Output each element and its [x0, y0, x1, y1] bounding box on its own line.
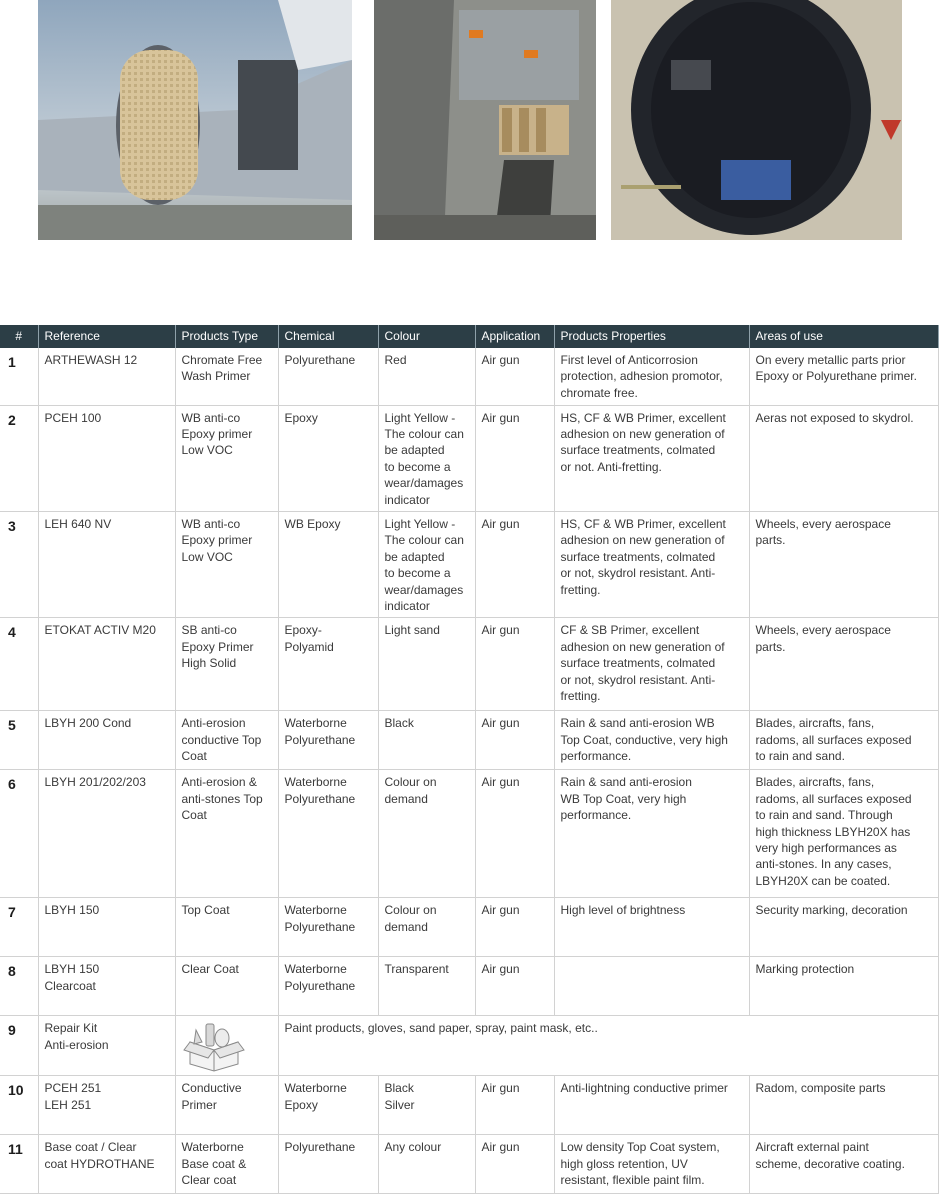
table-row — [0, 511, 938, 617]
reference-cell-line: ETOKAT ACTIV M20 — [44, 623, 156, 638]
properties-cell-line: First level of Anticorrosion — [560, 353, 698, 367]
areas-cell-line: radoms, all surfaces exposed — [755, 732, 912, 747]
colour-cell — [378, 405, 475, 511]
reference-cell — [38, 711, 175, 770]
row-number: 10 — [0, 1076, 38, 1135]
chemical-cell-line: Polyurethane — [284, 978, 356, 993]
column-header-products-type: Products Type — [175, 325, 278, 348]
colour-cell-line: Light Yellow - — [384, 516, 456, 531]
areas-cell-line: Wheels, every aerospace — [755, 623, 891, 638]
properties-cell — [554, 1135, 749, 1194]
colour-cell-line: wear/damages — [384, 476, 464, 491]
properties-cell-line: or not, skydrol resistant. Anti- — [560, 566, 716, 581]
products-type-cell-line: Epoxy primer — [181, 533, 253, 548]
properties-cell-line: fretting. — [560, 582, 601, 597]
properties-cell-line: Low density Top Coat system, — [560, 1140, 720, 1155]
application-cell: Air gun — [475, 898, 554, 957]
colour-cell-line: Red — [384, 353, 407, 367]
products-type-cell — [175, 957, 278, 1016]
application-cell: Air gun — [475, 1076, 554, 1135]
reference-cell-line: PCEH 100 — [44, 410, 102, 425]
products-type-cell — [175, 348, 278, 405]
properties-cell — [554, 348, 749, 405]
products-type-cell-line: WB anti-co — [181, 516, 241, 531]
products-type-cell-line: High Solid — [181, 656, 237, 671]
application-cell: Air gun — [475, 1135, 554, 1194]
row-number: 11 — [0, 1135, 38, 1194]
reference-cell-line: Clearcoat — [44, 978, 96, 993]
areas-cell — [749, 511, 938, 617]
row-number: 7 — [0, 898, 38, 957]
products-type-cell-line: WB anti-co — [181, 410, 241, 425]
table-row — [0, 1076, 938, 1135]
reference-cell-line: LBYH 201/202/203 — [44, 775, 146, 790]
products-type-cell-line: Epoxy primer — [181, 426, 253, 441]
properties-cell — [554, 711, 749, 770]
areas-cell — [749, 618, 938, 711]
column-header-areas-of-use: Areas of use — [749, 325, 938, 348]
colour-cell-line: Silver — [384, 1097, 415, 1112]
colour-cell-line: demand — [384, 791, 428, 806]
chemical-cell — [278, 405, 378, 511]
column-header-chemical: Chemical — [278, 325, 378, 348]
products-type-cell-line: Clear Coat — [181, 962, 239, 977]
colour-cell-line: The colour can — [384, 533, 464, 548]
colour-cell-line: indicator — [384, 492, 430, 507]
areas-cell-line: Wheels, every aerospace — [755, 516, 891, 531]
chemical-cell-line: Polyamid — [284, 639, 334, 654]
colour-cell-line: The colour can — [384, 426, 464, 441]
colour-cell-line: to become a — [384, 459, 451, 474]
chemical-cell-line: Polyurethane — [284, 919, 356, 934]
table-row — [0, 348, 938, 405]
chemical-cell — [278, 1135, 378, 1194]
colour-cell — [378, 511, 475, 617]
areas-cell-line: Marking protection — [755, 962, 855, 977]
row-number: 2 — [0, 405, 38, 511]
aircraft-nose-radar-photo — [38, 0, 352, 240]
products-type-cell-line: Low VOC — [181, 549, 233, 564]
properties-cell-line: performance. — [560, 749, 632, 764]
chemical-cell-line: Polyurethane — [284, 353, 356, 367]
areas-cell-line: to rain and sand. — [755, 749, 845, 764]
properties-cell-line: or not, skydrol resistant. Anti- — [560, 672, 716, 687]
table-row — [0, 405, 938, 511]
products-type-cell-line: conductive Top — [181, 732, 262, 747]
reference-cell — [38, 1076, 175, 1135]
reference-cell-line: LBYH 150 — [44, 962, 100, 977]
application-cell: Air gun — [475, 348, 554, 405]
products-type-cell-line: Base coat & — [181, 1156, 247, 1171]
areas-cell — [749, 348, 938, 405]
chemical-cell — [278, 1076, 378, 1135]
products-type-cell-line: Primer — [181, 1097, 217, 1112]
application-cell: Air gun — [475, 405, 554, 511]
products-type-cell-line: Anti-erosion — [181, 716, 246, 731]
areas-cell-line: high thickness LBYH20X has — [755, 824, 911, 839]
properties-cell-line: chromate free. — [560, 385, 638, 400]
chemical-cell-line: WB Epoxy — [284, 516, 341, 531]
row-number: 3 — [0, 511, 38, 617]
colour-cell-line: Colour on — [384, 775, 437, 790]
application-cell: Air gun — [475, 618, 554, 711]
products-type-cell-line: Chromate Free — [181, 353, 263, 367]
table-row — [0, 770, 938, 898]
repair-kit-contents: Paint products, gloves, sand paper, spray, paint mask, etc.. — [278, 1016, 938, 1076]
properties-cell — [554, 957, 749, 1016]
table-row — [0, 618, 938, 711]
areas-cell-line: scheme, decorative coating. — [755, 1156, 905, 1171]
products-type-cell-line: Epoxy Primer — [181, 639, 254, 654]
table-row — [0, 1135, 938, 1194]
reference-cell-line: Base coat / Clear — [44, 1140, 137, 1155]
properties-cell-line: HS, CF & WB Primer, excellent — [560, 410, 726, 425]
areas-cell — [749, 770, 938, 898]
aircraft-nose-avionics-bay-photo — [374, 0, 596, 240]
reference-cell — [38, 898, 175, 957]
column-header-products-properties: Products Properties — [554, 325, 749, 348]
properties-cell-line: resistant, flexible paint film. — [560, 1173, 705, 1188]
chemical-cell-line: Waterborne — [284, 962, 347, 977]
properties-cell-line: adhesion on new generation of — [560, 426, 725, 441]
areas-cell-line: Aeras not exposed to skydrol. — [755, 410, 914, 425]
chemical-cell — [278, 348, 378, 405]
properties-cell-line: surface treatments, colmated — [560, 443, 716, 458]
colour-cell-line: Transparent — [384, 962, 449, 977]
products-type-cell-line: anti-stones Top — [181, 791, 263, 806]
products-type-cell — [175, 511, 278, 617]
products-type-cell-line: Anti-erosion & — [181, 775, 257, 790]
colour-cell-line: Colour on — [384, 903, 437, 918]
reference-cell-line: ARTHEWASH 12 — [44, 353, 138, 367]
column-header-colour: Colour — [378, 325, 475, 348]
areas-cell — [749, 711, 938, 770]
properties-cell-line: CF & SB Primer, excellent — [560, 623, 700, 638]
chemical-cell-line: Waterborne — [284, 775, 347, 790]
repair-kit-cell — [175, 1016, 278, 1076]
table-row — [0, 711, 938, 770]
chemical-cell-line: Waterborne — [284, 903, 347, 918]
row-number: 5 — [0, 711, 38, 770]
areas-cell-line: Radom, composite parts — [755, 1081, 886, 1096]
reference-cell — [38, 1016, 175, 1076]
colour-cell-line: to become a — [384, 566, 451, 581]
colour-cell-line: be adapted — [384, 443, 445, 458]
properties-cell-line: HS, CF & WB Primer, excellent — [560, 516, 726, 531]
areas-cell — [749, 405, 938, 511]
table-row — [0, 898, 938, 957]
areas-cell-line: Aircraft external paint — [755, 1140, 869, 1155]
areas-cell — [749, 1076, 938, 1135]
row-number: 1 — [0, 348, 38, 405]
products-type-cell-line: Low VOC — [181, 443, 233, 458]
row-number: 6 — [0, 770, 38, 898]
table-row — [0, 957, 938, 1016]
colour-cell-line: Any colour — [384, 1140, 442, 1155]
products-type-cell — [175, 711, 278, 770]
reference-cell — [38, 770, 175, 898]
areas-cell-line: On every metallic parts prior — [755, 353, 906, 367]
colour-cell-line: Light Yellow - — [384, 410, 456, 425]
areas-cell-line: parts. — [755, 533, 786, 548]
areas-cell — [749, 1135, 938, 1194]
table-body — [0, 348, 938, 1194]
areas-cell-line: to rain and sand. Through — [755, 808, 893, 823]
reference-cell — [38, 1135, 175, 1194]
properties-cell — [554, 405, 749, 511]
areas-cell-line: Blades, aircrafts, fans, — [755, 775, 875, 790]
products-type-cell-line: Conductive — [181, 1081, 242, 1096]
chemical-cell-line: Epoxy — [284, 410, 318, 425]
areas-cell-line: Epoxy or Polyurethane primer. — [755, 369, 917, 384]
properties-cell — [554, 618, 749, 711]
colour-cell — [378, 1076, 475, 1135]
properties-cell-line: fretting. — [560, 689, 601, 703]
colour-cell — [378, 711, 475, 770]
products-type-cell — [175, 770, 278, 898]
chemical-cell-line: Epoxy- — [284, 623, 322, 638]
reference-cell-line: coat HYDROTHANE — [44, 1156, 155, 1171]
column-header-number: # — [0, 325, 38, 348]
products-table — [0, 325, 939, 1194]
colour-cell-line: Light sand — [384, 623, 440, 638]
chemical-cell — [278, 770, 378, 898]
chemical-cell-line: Polyurethane — [284, 1140, 356, 1155]
products-type-cell-line: Coat — [181, 808, 207, 823]
products-type-cell — [175, 1135, 278, 1194]
colour-cell — [378, 348, 475, 405]
products-type-cell — [175, 405, 278, 511]
areas-cell-line: parts. — [755, 639, 786, 654]
chemical-cell-line: Polyurethane — [284, 791, 356, 806]
application-cell: Air gun — [475, 511, 554, 617]
areas-cell-line: LBYH20X can be coated. — [755, 873, 891, 888]
areas-cell-line: Security marking, decoration — [755, 903, 908, 918]
products-type-cell-line: Wash Primer — [181, 369, 251, 384]
products-type-cell-line: Coat — [181, 749, 207, 764]
properties-cell-line: adhesion on new generation of — [560, 639, 725, 654]
colour-cell-line: indicator — [384, 598, 430, 613]
reference-cell — [38, 618, 175, 711]
areas-cell — [749, 957, 938, 1016]
colour-cell-line: Black — [384, 1081, 414, 1096]
products-type-cell-line: SB anti-co — [181, 623, 237, 638]
reference-cell-line: Repair Kit — [44, 1021, 98, 1036]
colour-cell-line: wear/damages — [384, 582, 464, 597]
properties-cell-line: protection, adhesion promotor, — [560, 369, 723, 384]
chemical-cell — [278, 618, 378, 711]
properties-cell — [554, 770, 749, 898]
colour-cell-line: demand — [384, 919, 428, 934]
reference-cell — [38, 957, 175, 1016]
properties-cell-line: high gloss retention, UV — [560, 1156, 688, 1171]
application-cell: Air gun — [475, 770, 554, 898]
colour-cell — [378, 898, 475, 957]
colour-cell — [378, 957, 475, 1016]
reference-cell-line: Anti-erosion — [44, 1037, 109, 1052]
areas-cell — [749, 898, 938, 957]
areas-cell-line: very high performances as — [755, 841, 897, 855]
properties-cell-line: or not. Anti-fretting. — [560, 459, 662, 474]
reference-cell-line: LEH 251 — [44, 1097, 92, 1112]
properties-cell-line: Anti-lightning conductive primer — [560, 1081, 728, 1096]
properties-cell-line: performance. — [560, 808, 632, 823]
properties-cell — [554, 511, 749, 617]
colour-cell-line: Black — [384, 716, 414, 731]
properties-cell-line: surface treatments, colmated — [560, 549, 716, 564]
chemical-cell — [278, 957, 378, 1016]
products-type-cell-line: Clear coat — [181, 1173, 237, 1188]
column-header-reference: Reference — [38, 325, 175, 348]
application-cell: Air gun — [475, 711, 554, 770]
row-number: 8 — [0, 957, 38, 1016]
chemical-cell — [278, 711, 378, 770]
chemical-cell-line: Polyurethane — [284, 732, 356, 747]
chemical-cell-line: Waterborne — [284, 1081, 347, 1096]
reference-cell-line: LEH 640 NV — [44, 516, 112, 531]
reference-cell-line: PCEH 251 — [44, 1081, 102, 1096]
areas-cell-line: Blades, aircrafts, fans, — [755, 716, 875, 731]
row-number: 9 — [0, 1016, 38, 1076]
column-header-application: Application — [475, 325, 554, 348]
properties-cell-line: WB Top Coat, very high — [560, 791, 687, 806]
properties-cell-line: Rain & sand anti-erosion — [560, 775, 692, 790]
chemical-cell — [278, 511, 378, 617]
table-row — [0, 1016, 938, 1076]
reference-cell-line: LBYH 150 — [44, 903, 100, 918]
chemical-cell-line: Epoxy — [284, 1097, 318, 1112]
colour-cell — [378, 618, 475, 711]
properties-cell-line: surface treatments, colmated — [560, 656, 716, 671]
colour-cell — [378, 770, 475, 898]
properties-cell — [554, 898, 749, 957]
reference-cell — [38, 348, 175, 405]
products-type-cell-line: Top Coat — [181, 903, 230, 918]
reference-cell — [38, 511, 175, 617]
properties-cell-line: adhesion on new generation of — [560, 533, 725, 548]
colour-cell-line: be adapted — [384, 549, 445, 564]
colour-cell — [378, 1135, 475, 1194]
row-number: 4 — [0, 618, 38, 711]
properties-cell-line: Rain & sand anti-erosion WB — [560, 716, 715, 731]
properties-cell-line: Top Coat, conductive, very high — [560, 732, 728, 747]
products-type-cell-line: Waterborne — [181, 1140, 244, 1155]
application-cell: Air gun — [475, 957, 554, 1016]
products-type-cell — [175, 898, 278, 957]
products-type-cell — [175, 1076, 278, 1135]
aircraft-nose-interior-photo — [611, 0, 902, 240]
repair-kit-box-icon — [182, 1020, 246, 1072]
chemical-cell-line: Waterborne — [284, 716, 347, 731]
table-header-row — [0, 325, 938, 348]
reference-cell — [38, 405, 175, 511]
properties-cell-line: High level of brightness — [560, 903, 686, 918]
areas-cell-line: anti-stones. In any cases, — [755, 857, 892, 872]
chemical-cell — [278, 898, 378, 957]
properties-cell — [554, 1076, 749, 1135]
products-type-cell — [175, 618, 278, 711]
reference-cell-line: LBYH 200 Cond — [44, 716, 132, 731]
areas-cell-line: radoms, all surfaces exposed — [755, 791, 912, 806]
